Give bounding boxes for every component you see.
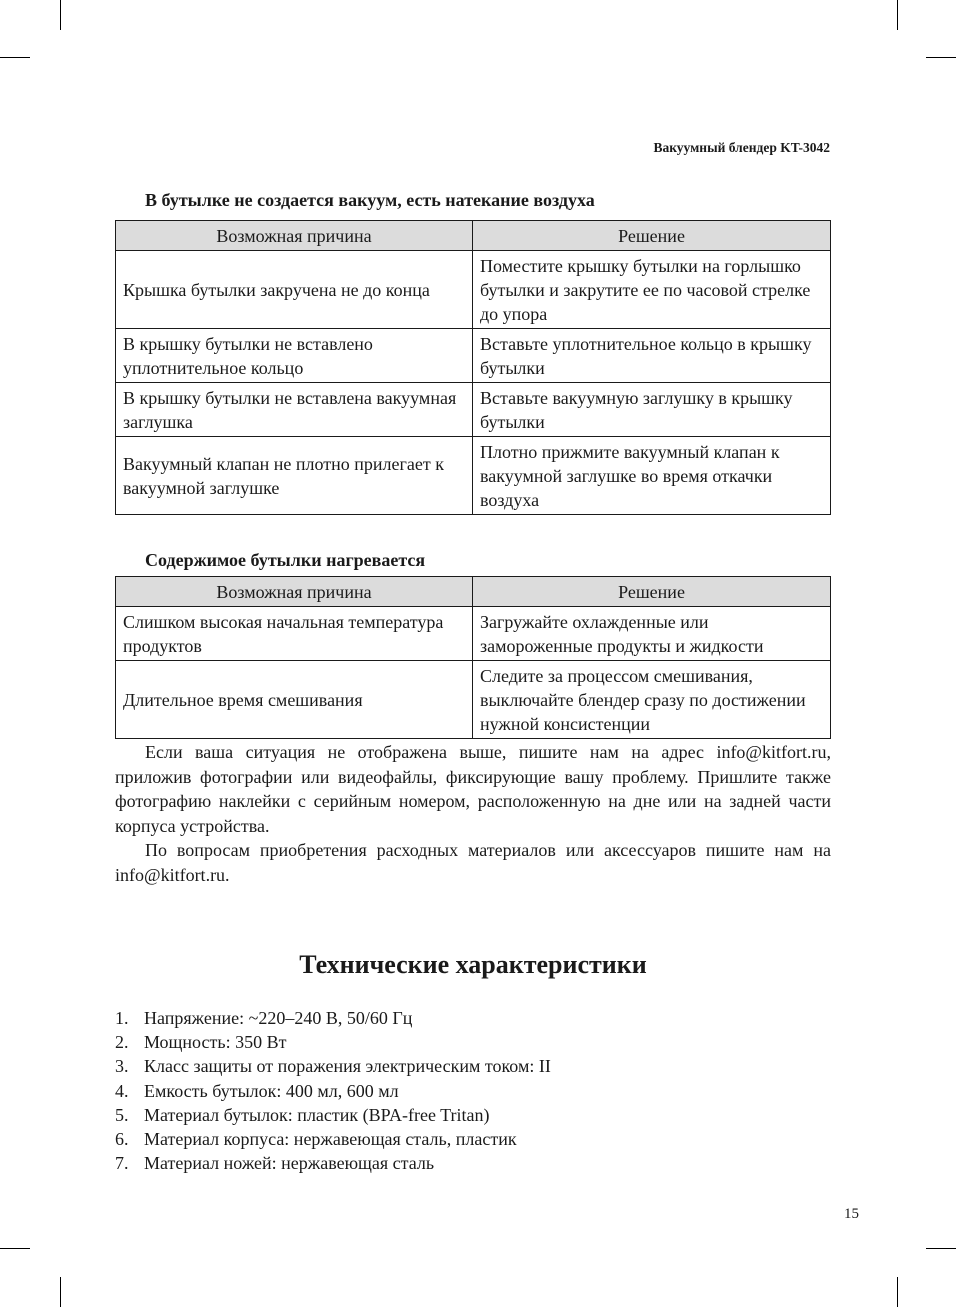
page-number: 15	[844, 1206, 859, 1222]
section-heading-heating: Содержимое бутылки нагревается	[145, 550, 426, 570]
crop-mark	[897, 1277, 898, 1307]
list-text: Материал ножей: нержавеющая сталь	[144, 1153, 435, 1174]
cause-cell: Длительное время смешивания	[116, 661, 473, 739]
solution-cell: Вставьте вакуумную заглушку в крышку бутылки	[473, 383, 831, 437]
running-header: Вакуумный блендер KT-3042	[653, 140, 830, 155]
paragraph: Если ваша ситуация не отображена выше, пишите нам на адрес info@kitfort.ru, приложив фотографии или видеофайлы, фиксирующие вашу проблему. Пришлите также фотографию наклейки с серийным номером, расположенную на дне или на задней части корпуса устройства.	[115, 742, 831, 836]
list-number: 4.	[115, 1080, 129, 1101]
cause-cell: Вакуумный клапан не плотно прилегает к вакуумной заглушке	[116, 437, 473, 515]
cause-cell: Слишком высокая начальная температура продуктов	[116, 607, 473, 661]
cause-cell: Крышка бутылки закручена не до конца	[116, 251, 473, 329]
column-header-solution: Решение	[473, 577, 831, 607]
table-header-row	[116, 577, 831, 607]
list-text: Класс защиты от поражения электрическим током: II	[144, 1056, 551, 1077]
table-row	[116, 437, 831, 515]
crop-mark	[60, 0, 61, 30]
cause-cell: В крышку бутылки не вставлено уплотнительное кольцо	[116, 329, 473, 383]
list-number: 6.	[115, 1129, 129, 1150]
table-row	[116, 661, 831, 739]
crop-mark	[897, 0, 898, 30]
column-header-cause: Возможная причина	[116, 577, 473, 607]
list-number: 1.	[115, 1008, 129, 1028]
list-number: 2.	[115, 1032, 129, 1053]
list-item	[115, 1103, 831, 1127]
list-text: Напряжение: ~220–240 В, 50/60 Гц	[144, 1008, 413, 1028]
section-heading-vacuum: В бутылке не создается вакуум, есть натекание воздуха	[145, 190, 595, 210]
column-header-cause: Возможная причина	[116, 221, 473, 251]
troubleshooting-table-vacuum	[115, 220, 831, 515]
solution-cell: Следите за процессом смешивания, выключайте блендер сразу по достижении нужной консистенции	[473, 661, 831, 739]
list-item	[115, 1030, 831, 1054]
list-text: Мощность: 350 Вт	[144, 1032, 287, 1053]
list-item	[115, 1151, 831, 1175]
list-item	[115, 1006, 831, 1030]
contact-text	[115, 740, 831, 887]
paragraph: По вопросам приобретения расходных материалов или аксессуаров пишите нам на info@kitfort.ru.	[115, 840, 831, 885]
list-item	[115, 1127, 831, 1151]
solution-cell: Загружайте охлажденные или замороженные продукты и жидкости	[473, 607, 831, 661]
list-item	[115, 1054, 831, 1078]
spec-title: Технические характеристики	[299, 950, 647, 979]
crop-mark	[926, 57, 956, 58]
spec-list	[115, 1006, 831, 1175]
solution-cell: Вставьте уплотнительное кольцо в крышку бутылки	[473, 329, 831, 383]
crop-mark	[60, 1277, 61, 1307]
troubleshooting-table-heating	[115, 576, 831, 739]
list-number: 3.	[115, 1056, 129, 1077]
table-row	[116, 383, 831, 437]
table-row	[116, 329, 831, 383]
list-number: 7.	[115, 1153, 129, 1174]
list-text: Материал бутылок: пластик (BPA-free Tritan)	[144, 1104, 490, 1125]
crop-mark	[0, 57, 30, 58]
table-row	[116, 251, 831, 329]
solution-cell: Поместите крышку бутылки на горлышко бутылки и закрутите ее по часовой стрелке до упора	[473, 251, 831, 329]
table-header-row	[116, 221, 831, 251]
crop-mark	[926, 1248, 956, 1249]
list-item	[115, 1079, 831, 1103]
list-number: 5.	[115, 1104, 129, 1125]
list-text: Емкость бутылок: 400 мл, 600 мл	[144, 1080, 399, 1101]
cause-cell: В крышку бутылки не вставлена вакуумная заглушка	[116, 383, 473, 437]
table-row	[116, 607, 831, 661]
solution-cell: Плотно прижмите вакуумный клапан к вакуумной заглушке во время откачки воздуха	[473, 437, 831, 515]
list-text: Материал корпуса: нержавеющая сталь, пластик	[144, 1129, 517, 1150]
column-header-solution: Решение	[473, 221, 831, 251]
crop-mark	[0, 1248, 30, 1249]
